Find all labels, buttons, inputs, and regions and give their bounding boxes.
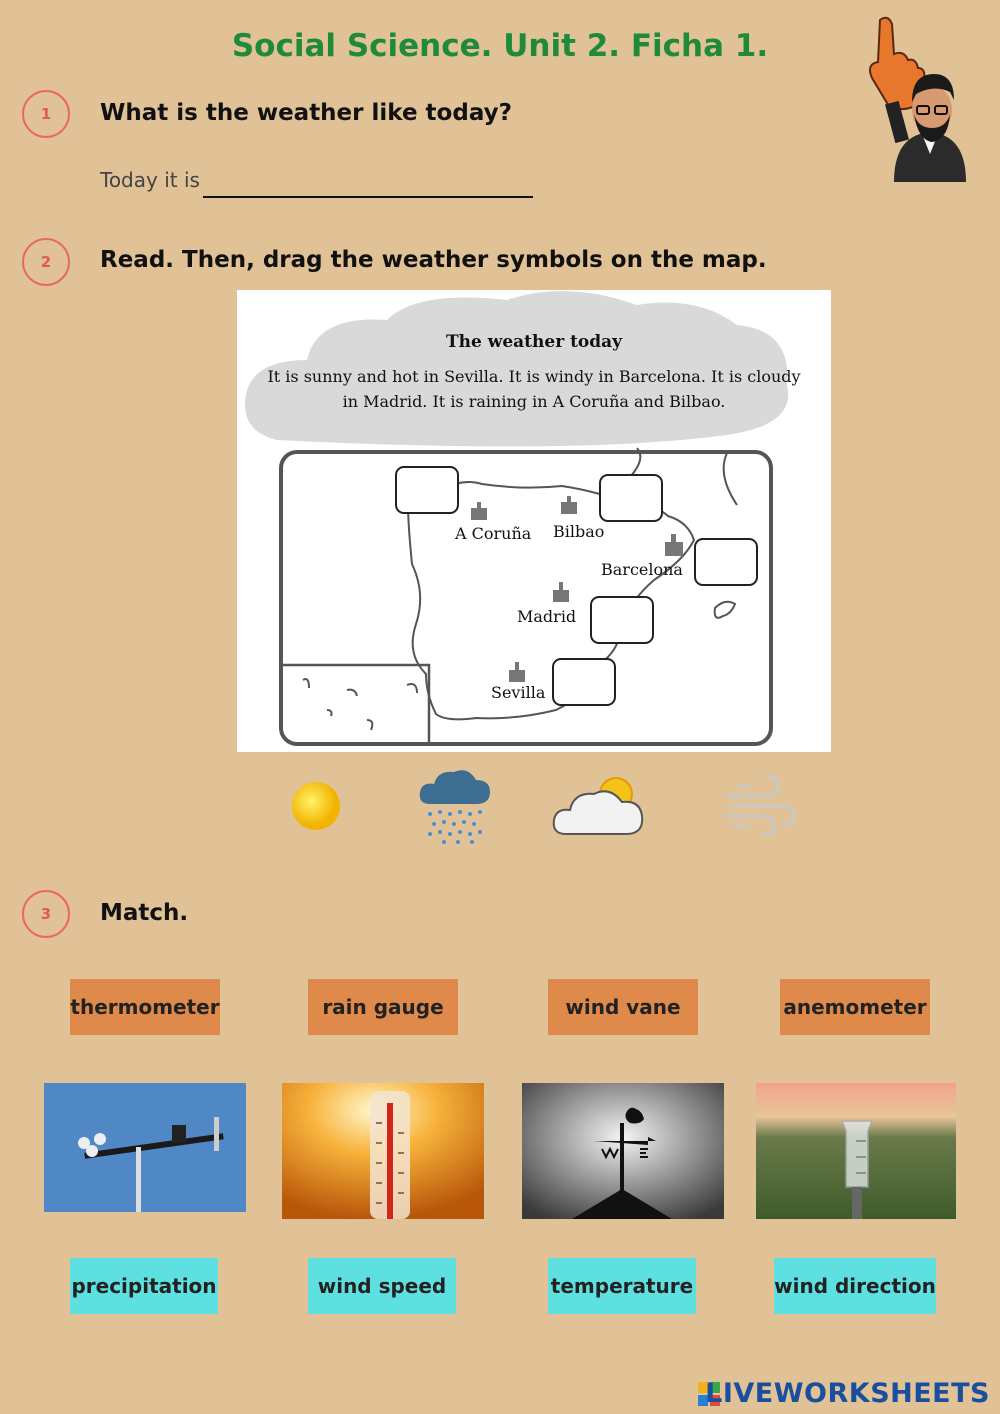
wind-icon[interactable] — [722, 774, 796, 840]
question-1-text: What is the weather like today? — [100, 100, 512, 126]
question-number-3: 3 — [22, 890, 70, 938]
drop-box-a-coruna[interactable] — [395, 466, 459, 514]
instrument-tag-thermometer[interactable]: thermometer — [70, 979, 220, 1035]
teacher-avatar-icon — [850, 10, 970, 182]
instrument-tag-wind-vane[interactable]: wind vane — [548, 979, 698, 1035]
city-label-bilbao: Bilbao — [553, 522, 605, 541]
drop-box-sevilla[interactable] — [552, 658, 616, 706]
measure-tag-wind-direction[interactable]: wind direction — [774, 1258, 936, 1314]
rain-cloud-icon[interactable] — [418, 766, 492, 846]
measure-tag-wind-speed[interactable]: wind speed — [308, 1258, 456, 1314]
city-label-madrid: Madrid — [517, 607, 577, 626]
drop-box-madrid[interactable] — [590, 596, 654, 644]
drop-box-bilbao[interactable] — [599, 474, 663, 522]
answer-label: Today it is — [100, 168, 200, 192]
answer-input[interactable] — [203, 172, 533, 198]
question-number-1: 1 — [22, 90, 70, 138]
instrument-tag-rain-gauge[interactable]: rain gauge — [308, 979, 458, 1035]
city-label-a-coruna: A Coruña — [455, 524, 532, 543]
measure-tag-temperature[interactable]: temperature — [548, 1258, 696, 1314]
measure-tag-precipitation[interactable]: precipitation — [70, 1258, 218, 1314]
thermometer-photo[interactable] — [282, 1083, 484, 1219]
question-number-2: 2 — [22, 238, 70, 286]
weather-text-title: The weather today — [445, 332, 623, 352]
brand-name: LIVEWORKSHEETS — [705, 1378, 990, 1409]
cloudy-sun-icon[interactable] — [552, 772, 646, 840]
weather-map-panel — [237, 290, 831, 752]
weather-text-body: It is sunny and hot in Sevilla. It is windy in Barcelona. It is cloudy in Madrid. It is raining in A Coruña and Bilbao. — [267, 367, 801, 411]
sun-icon[interactable] — [288, 778, 344, 834]
drop-box-barcelona[interactable] — [694, 538, 758, 586]
question-2-text: Read. Then, drag the weather symbols on the map. — [100, 247, 767, 273]
question-3-text: Match. — [100, 900, 189, 926]
page-title: Social Science. Unit 2. Ficha 1. — [231, 28, 769, 64]
city-label-sevilla: Sevilla — [491, 683, 546, 702]
wind-vane-photo[interactable] — [522, 1083, 724, 1219]
rain-gauge-photo[interactable] — [756, 1083, 956, 1219]
city-label-barcelona: Barcelona — [601, 560, 683, 579]
anemometer-photo[interactable] — [44, 1083, 246, 1212]
instrument-tag-anemometer[interactable]: anemometer — [780, 979, 930, 1035]
